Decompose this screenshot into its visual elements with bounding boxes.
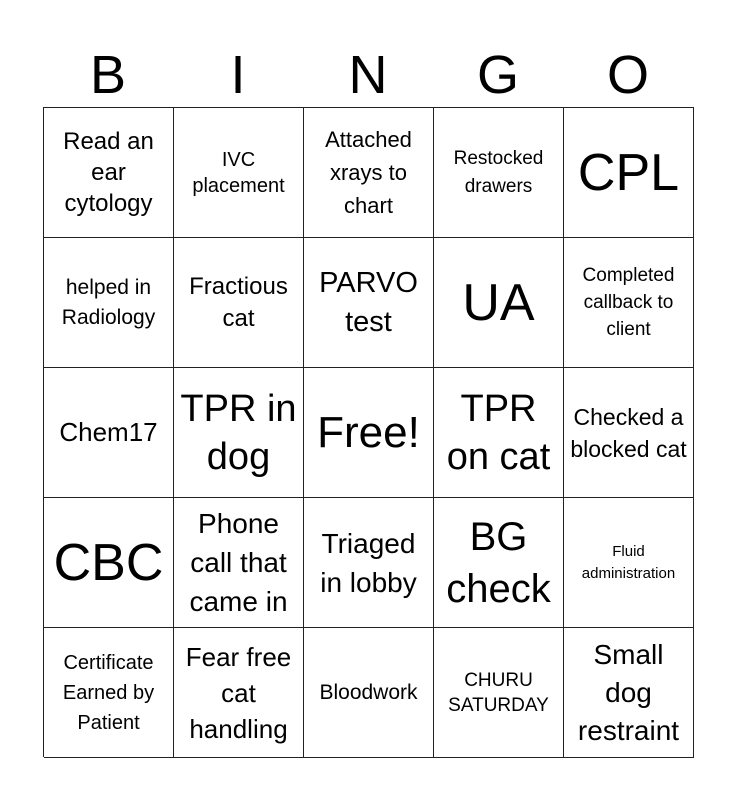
- bingo-cell[interactable]: [434, 238, 564, 368]
- cell-label: PARVO test: [319, 266, 418, 338]
- bingo-cell[interactable]: [304, 108, 434, 238]
- bingo-cell[interactable]: [44, 498, 174, 628]
- bingo-cell[interactable]: [564, 238, 694, 368]
- bingo-cell[interactable]: [174, 238, 304, 368]
- bingo-cell[interactable]: [434, 108, 564, 238]
- cell-label: CBC: [53, 533, 164, 592]
- header-letter-b: B: [89, 45, 127, 105]
- bingo-cell[interactable]: [44, 238, 174, 368]
- bingo-cell[interactable]: [434, 498, 564, 628]
- bingo-cell[interactable]: [174, 108, 304, 238]
- cell-label: Attached xrays to chart: [325, 127, 412, 218]
- cell-label: Fear free cat handling: [185, 641, 292, 744]
- cell-label: Small dog restraint: [577, 638, 680, 746]
- cell-label: CPL: [577, 143, 680, 202]
- bingo-grid: [43, 107, 694, 757]
- bingo-cell[interactable]: [564, 368, 694, 498]
- header-letter-n: N: [348, 45, 388, 105]
- cell-label: BG check: [446, 514, 551, 611]
- cell-label: Checked a blocked cat: [570, 403, 687, 462]
- bingo-cell[interactable]: [44, 108, 174, 238]
- cell-label: TPR in dog: [180, 387, 297, 478]
- cell-label: helped in Radiology: [61, 275, 156, 329]
- bingo-cell[interactable]: [304, 238, 434, 368]
- cell-label: CHURU SATURDAY: [448, 669, 549, 716]
- bingo-cell[interactable]: [564, 108, 694, 238]
- bingo-cell[interactable]: [434, 628, 564, 758]
- cell-label: Read an ear cytology: [63, 128, 154, 217]
- bingo-cell[interactable]: [174, 628, 304, 758]
- header-letter-g: G: [476, 45, 519, 105]
- cell-label: Phone call that came in: [189, 508, 288, 617]
- bingo-cell[interactable]: [564, 628, 694, 758]
- cell-label: Fluid administration: [581, 542, 676, 582]
- cell-label: Restocked drawers: [453, 147, 544, 197]
- cell-label: Certificate Earned by Patient: [62, 651, 155, 734]
- bingo-cell[interactable]: [174, 368, 304, 498]
- cell-label: Chem17: [59, 417, 158, 447]
- header-letter-o: O: [606, 45, 649, 105]
- bingo-cell[interactable]: [304, 498, 434, 628]
- bingo-cell[interactable]: [44, 368, 174, 498]
- bingo-cell[interactable]: [44, 628, 174, 758]
- cell-label: IVC placement: [192, 148, 285, 197]
- bingo-cell[interactable]: [304, 628, 434, 758]
- header-letter-i: I: [230, 45, 246, 105]
- cell-label: Bloodwork: [319, 680, 418, 704]
- cell-label: Free!: [317, 407, 420, 457]
- cell-label: Fractious cat: [189, 272, 288, 332]
- bingo-cell[interactable]: [434, 368, 564, 498]
- bingo-cell[interactable]: [564, 498, 694, 628]
- bingo-cell[interactable]: [174, 498, 304, 628]
- bingo-header: [43, 42, 693, 108]
- cell-label: Completed callback to client: [582, 265, 675, 340]
- bingo-cell[interactable]: [304, 368, 434, 498]
- cell-label: UA: [462, 273, 535, 332]
- cell-label: TPR on cat: [446, 387, 551, 478]
- cell-label: Triaged in lobby: [320, 527, 417, 598]
